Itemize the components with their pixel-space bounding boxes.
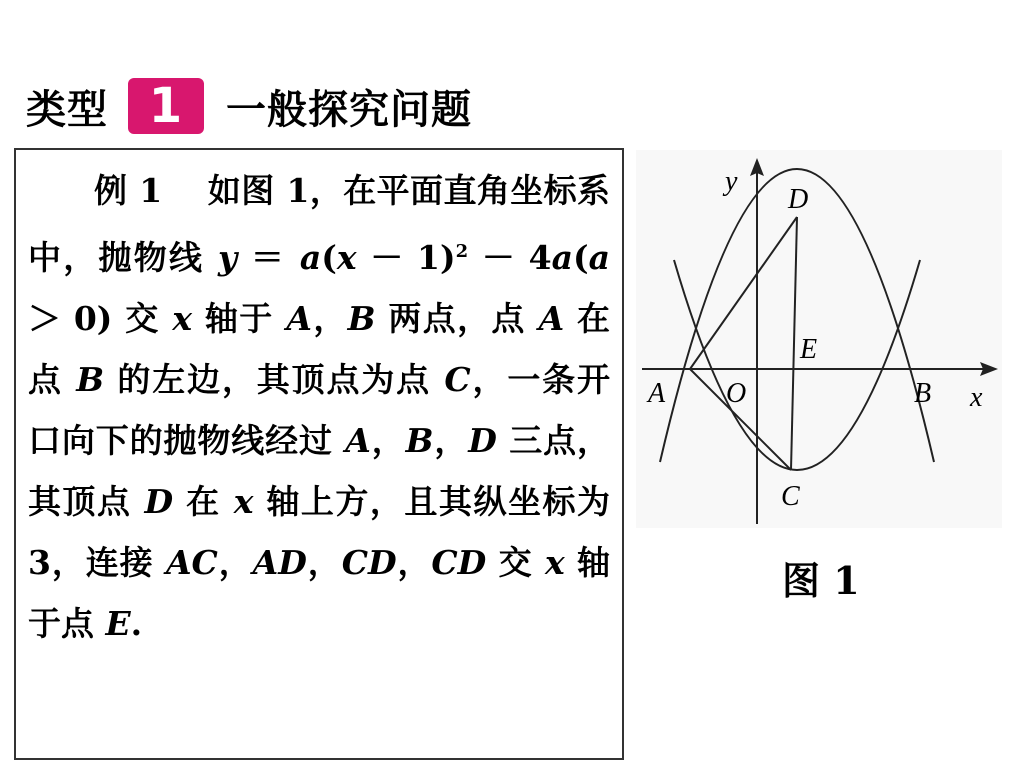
point-b-label: B <box>914 378 932 409</box>
type-number-badge: 1 <box>128 78 204 134</box>
geometry-figure <box>636 150 1002 528</box>
section-heading <box>26 76 472 136</box>
origin-o-label: O <box>726 378 747 409</box>
point-c-label: C <box>781 481 800 512</box>
figure-background <box>636 150 1002 528</box>
y-axis-label: y <box>725 166 738 197</box>
problem-text: 例 1 如图 1，在平面直角坐标系中，抛物线 $y = a(x - 1)^2 - 4a(a > 0)$ 交 x 轴于 A，B 两点，点 A 在点 B 的左边，其顶点为点 C，一条开口向下的抛物线经过 A，B，D 三点，其顶点 D 在 x 轴上方，且其纵坐标为 3，连接 AC，AD，CD，CD 交 x 轴于点 E. <box>28 171 611 643</box>
type-label: 类型 <box>26 86 108 133</box>
type-title: 一般探究问题 <box>226 86 472 133</box>
point-e-label: E <box>800 334 818 365</box>
problem-statement <box>14 148 624 760</box>
x-axis-label: x <box>970 382 983 413</box>
figure-caption: 图 1 <box>782 558 860 603</box>
point-a-label: A <box>648 378 666 409</box>
point-d-label: D <box>788 184 809 215</box>
